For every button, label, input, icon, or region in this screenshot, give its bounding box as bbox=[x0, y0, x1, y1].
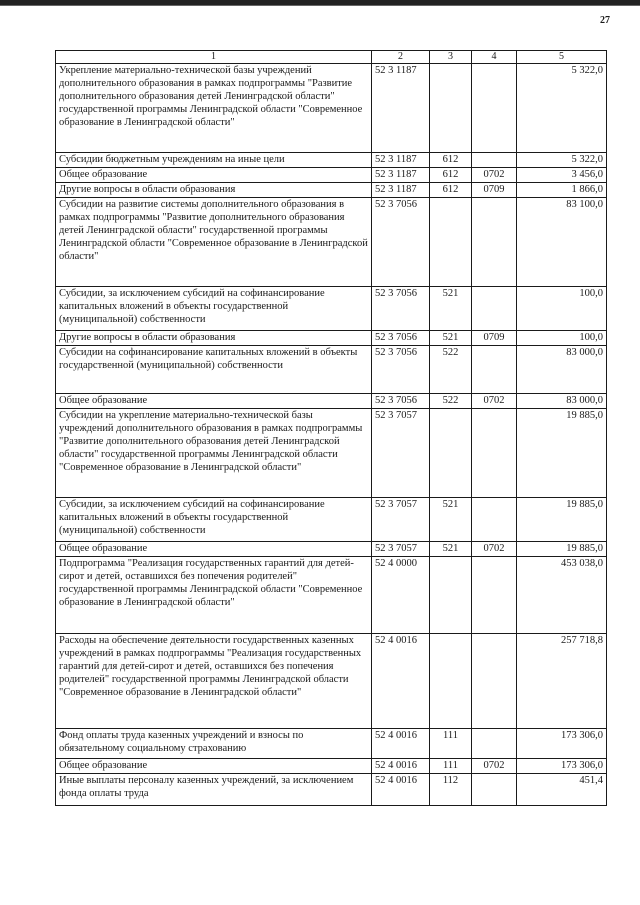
cell-vr: 521 bbox=[430, 498, 472, 542]
cell-vr bbox=[430, 557, 472, 634]
header-target-code: 2 bbox=[372, 51, 430, 64]
cell-rzp: 0702 bbox=[472, 168, 517, 183]
table-row bbox=[56, 346, 607, 394]
cell-sum: 83 000,0 bbox=[517, 394, 607, 409]
cell-vr: 521 bbox=[430, 542, 472, 557]
cell-desc: Укрепление материально-технической базы учреждений дополнительного образования в рамках подпрограммы "Развитие дополнительного образования детей Ленинградской области" государственной программы Ленинградской области "Современное образование в Ленинградской области" bbox=[56, 64, 372, 153]
table-row bbox=[56, 168, 607, 183]
cell-sum: 451,4 bbox=[517, 774, 607, 806]
cell-vr: 521 bbox=[430, 287, 472, 331]
cell-vr: 612 bbox=[430, 153, 472, 168]
cell-sum: 453 038,0 bbox=[517, 557, 607, 634]
cell-csr: 52 3 7057 bbox=[372, 409, 430, 498]
page-number: 27 bbox=[600, 15, 610, 26]
cell-sum: 19 885,0 bbox=[517, 542, 607, 557]
cell-sum: 19 885,0 bbox=[517, 498, 607, 542]
cell-vr: 522 bbox=[430, 346, 472, 394]
cell-sum: 173 306,0 bbox=[517, 729, 607, 759]
cell-vr bbox=[430, 409, 472, 498]
table-row bbox=[56, 759, 607, 774]
cell-rzp: 0709 bbox=[472, 183, 517, 198]
cell-sum: 3 456,0 bbox=[517, 168, 607, 183]
header-row bbox=[56, 51, 607, 64]
table-row bbox=[56, 634, 607, 729]
cell-sum: 257 718,8 bbox=[517, 634, 607, 729]
table-row bbox=[56, 498, 607, 542]
cell-desc: Иные выплаты персоналу казенных учреждений, за исключением фонда оплаты труда bbox=[56, 774, 372, 806]
cell-vr: 522 bbox=[430, 394, 472, 409]
table-row bbox=[56, 64, 607, 153]
cell-csr: 52 4 0016 bbox=[372, 634, 430, 729]
cell-sum: 100,0 bbox=[517, 331, 607, 346]
table-row bbox=[56, 729, 607, 759]
cell-sum: 173 306,0 bbox=[517, 759, 607, 774]
cell-csr: 52 3 7057 bbox=[372, 498, 430, 542]
cell-vr bbox=[430, 198, 472, 287]
cell-desc: Общее образование bbox=[56, 168, 372, 183]
cell-vr: 111 bbox=[430, 759, 472, 774]
cell-desc: Расходы на обеспечение деятельности государственных казенных учреждений в рамках подпрограммы "Реализация государственных гарантий для детей-сирот и детей, оставшихся без попечения родителей" государственной программы Ленинградской области "Современное образование в Ленинградской области" bbox=[56, 634, 372, 729]
cell-csr: 52 3 1187 bbox=[372, 183, 430, 198]
cell-csr: 52 4 0016 bbox=[372, 759, 430, 774]
cell-csr: 52 3 7056 bbox=[372, 394, 430, 409]
cell-csr: 52 3 7056 bbox=[372, 198, 430, 287]
cell-rzp bbox=[472, 498, 517, 542]
cell-desc: Субсидии, за исключением субсидий на софинансирование капитальных вложений в объекты государственной (муниципальной) собственности bbox=[56, 287, 372, 331]
cell-vr: 111 bbox=[430, 729, 472, 759]
cell-rzp: 0702 bbox=[472, 759, 517, 774]
cell-desc: Субсидии на укрепление материально-технической базы учреждений дополнительного образования в рамках подпрограммы "Развитие дополнительного образования детей Ленинградской области" государственной программы Ленинградской области "Современное образование в Ленинградской области" bbox=[56, 409, 372, 498]
cell-rzp bbox=[472, 346, 517, 394]
cell-desc: Субсидии на софинансирование капитальных вложений в объекты государственной (муниципальной) собственности bbox=[56, 346, 372, 394]
cell-csr: 52 3 7057 bbox=[372, 542, 430, 557]
cell-desc: Другие вопросы в области образования bbox=[56, 183, 372, 198]
cell-desc: Общее образование bbox=[56, 542, 372, 557]
cell-rzp: 0709 bbox=[472, 331, 517, 346]
cell-desc: Подпрограмма "Реализация государственных гарантий для детей-сирот и детей, оставшихся без попечения родителей" государственной программы Ленинградской области "Современное образование в Ленинградской области" bbox=[56, 557, 372, 634]
header-description: 1 bbox=[56, 51, 372, 64]
cell-vr: 521 bbox=[430, 331, 472, 346]
cell-sum: 100,0 bbox=[517, 287, 607, 331]
cell-sum: 19 885,0 bbox=[517, 409, 607, 498]
cell-sum: 5 322,0 bbox=[517, 64, 607, 153]
cell-desc: Общее образование bbox=[56, 759, 372, 774]
cell-rzp: 0702 bbox=[472, 542, 517, 557]
budget-table bbox=[55, 50, 607, 806]
cell-rzp bbox=[472, 198, 517, 287]
table-row bbox=[56, 198, 607, 287]
cell-rzp: 0702 bbox=[472, 394, 517, 409]
table-row bbox=[56, 409, 607, 498]
cell-vr: 612 bbox=[430, 183, 472, 198]
cell-csr: 52 4 0000 bbox=[372, 557, 430, 634]
table-row bbox=[56, 542, 607, 557]
cell-rzp bbox=[472, 409, 517, 498]
cell-desc: Общее образование bbox=[56, 394, 372, 409]
header-amount: 5 bbox=[517, 51, 607, 64]
cell-vr: 112 bbox=[430, 774, 472, 806]
cell-csr: 52 3 7056 bbox=[372, 287, 430, 331]
cell-csr: 52 3 1187 bbox=[372, 64, 430, 153]
cell-csr: 52 4 0016 bbox=[372, 774, 430, 806]
cell-sum: 1 866,0 bbox=[517, 183, 607, 198]
cell-desc: Другие вопросы в области образования bbox=[56, 331, 372, 346]
cell-rzp bbox=[472, 64, 517, 153]
table-body bbox=[56, 64, 607, 806]
table-row bbox=[56, 287, 607, 331]
cell-desc: Субсидии на развитие системы дополнительного образования в рамках подпрограммы "Развитие дополнительного образования детей Ленинградской области" государственной программы Ленинградской области "Современное образование в Ленинградской области" bbox=[56, 198, 372, 287]
cell-vr bbox=[430, 634, 472, 729]
cell-desc: Субсидии, за исключением субсидий на софинансирование капитальных вложений в объекты государственной (муниципальной) собственности bbox=[56, 498, 372, 542]
cell-csr: 52 3 1187 bbox=[372, 168, 430, 183]
cell-csr: 52 3 1187 bbox=[372, 153, 430, 168]
cell-rzp bbox=[472, 287, 517, 331]
header-section-code: 4 bbox=[472, 51, 517, 64]
cell-desc: Субсидии бюджетным учреждениям на иные цели bbox=[56, 153, 372, 168]
cell-csr: 52 3 7056 bbox=[372, 346, 430, 394]
cell-rzp bbox=[472, 557, 517, 634]
header-expense-type: 3 bbox=[430, 51, 472, 64]
cell-csr: 52 3 7056 bbox=[372, 331, 430, 346]
cell-rzp bbox=[472, 729, 517, 759]
top-border bbox=[0, 0, 640, 8]
table-row bbox=[56, 774, 607, 806]
cell-rzp bbox=[472, 774, 517, 806]
cell-sum: 83 000,0 bbox=[517, 346, 607, 394]
cell-desc: Фонд оплаты труда казенных учреждений и взносы по обязательному социальному страхованию bbox=[56, 729, 372, 759]
cell-sum: 83 100,0 bbox=[517, 198, 607, 287]
cell-sum: 5 322,0 bbox=[517, 153, 607, 168]
cell-vr bbox=[430, 64, 472, 153]
table-row bbox=[56, 394, 607, 409]
cell-csr: 52 4 0016 bbox=[372, 729, 430, 759]
table-row bbox=[56, 183, 607, 198]
table-row bbox=[56, 331, 607, 346]
table-row bbox=[56, 153, 607, 168]
cell-rzp bbox=[472, 153, 517, 168]
table-row bbox=[56, 557, 607, 634]
cell-rzp bbox=[472, 634, 517, 729]
cell-vr: 612 bbox=[430, 168, 472, 183]
